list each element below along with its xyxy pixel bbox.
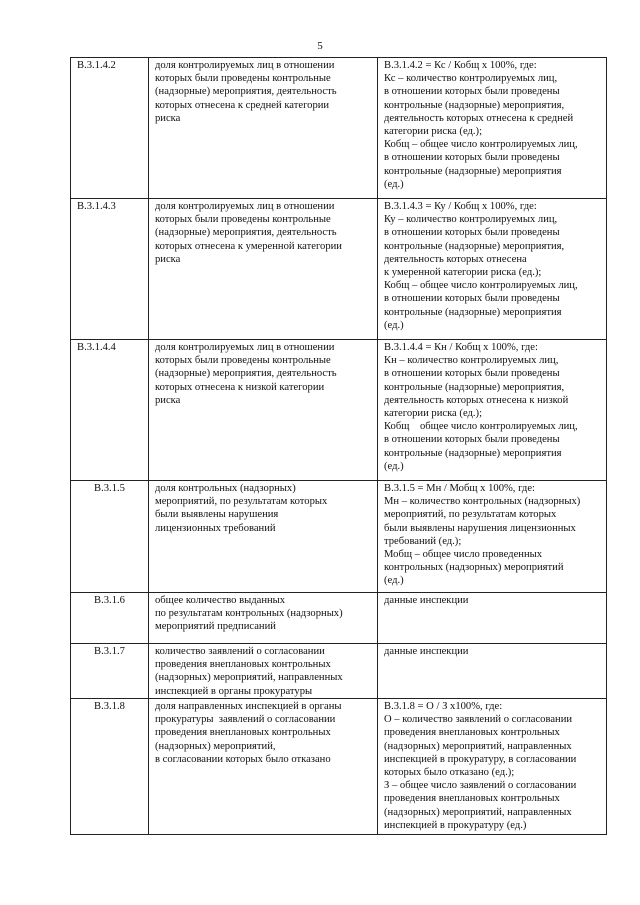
formula-line: в отношении которых были проведены	[384, 293, 560, 305]
description-line: проведения внеплановых контрольных	[155, 727, 331, 739]
description-line: (надзорных) мероприятий,	[155, 740, 276, 752]
formula-line: В.3.1.8 = О / З х100%, где:	[384, 701, 503, 712]
table-row	[71, 593, 607, 644]
indicator-code: В.3.1.7	[71, 644, 149, 699]
formula-line: Мобщ – общее число проведенных	[384, 549, 543, 561]
formula-line: контрольные (надзорные) мероприятия,	[384, 240, 565, 252]
description-line: (надзорные) мероприятия, деятельность	[155, 227, 337, 239]
formula-line: (ед.)	[384, 460, 404, 472]
formula-line: в отношении которых были проведены	[384, 227, 560, 239]
indicator-description	[149, 481, 378, 593]
formula-line: требований (ед.);	[384, 535, 462, 547]
table-row	[71, 58, 607, 199]
formula-line: инспекцией в прокуратуру (ед.)	[384, 819, 527, 831]
description-line: количество заявлений о согласовании	[155, 646, 325, 657]
table-row	[71, 199, 607, 340]
formula-line: мероприятий, по результатам которых	[384, 509, 557, 521]
formula-line: были выявлены нарушения лицензионных	[384, 522, 576, 534]
formula-line: О – количество заявлений о согласовании	[384, 714, 573, 726]
formula-line: В.3.1.4.3 = Ку / Кобщ х 100%, где:	[384, 201, 537, 212]
formula-line: Кн – количество контролируемых лиц,	[384, 355, 559, 367]
indicator-formula	[378, 481, 607, 593]
formula-line: контрольные (надзорные) мероприятия,	[384, 381, 565, 393]
formula-line: контрольных (надзорных) мероприятий	[384, 562, 564, 574]
formula-line: которых было отказано (ед.);	[384, 767, 515, 779]
formula-line: к умеренной категории риска (ед.);	[384, 267, 542, 279]
formula-line: проведения внеплановых контрольных	[384, 793, 560, 805]
formula-line: В.3.1.5 = Мн / Мобщ х 100%, где:	[384, 483, 535, 494]
description-line: доля контролируемых лиц в отношении	[155, 60, 335, 71]
description-line: инспекцией в органы прокуратуры	[155, 685, 313, 697]
formula-line: деятельность которых отнесена	[384, 253, 527, 265]
indicator-code: В.3.1.4.4	[71, 340, 149, 481]
description-line: которых были проведены контрольные	[155, 214, 331, 226]
indicator-description	[149, 593, 378, 644]
indicator-formula	[378, 340, 607, 481]
indicator-code: В.3.1.6	[71, 593, 149, 644]
formula-line: (ед.)	[384, 319, 404, 331]
indicators-table	[70, 57, 607, 835]
indicator-description	[149, 340, 378, 481]
description-line: доля контрольных (надзорных)	[155, 483, 296, 494]
formula-line: В.3.1.4.2 = Кс / Кобщ х 100%, где:	[384, 60, 537, 71]
indicator-formula	[378, 199, 607, 340]
indicator-code: В.3.1.8	[71, 699, 149, 835]
table-row	[71, 340, 607, 481]
description-line: доля направленных инспекцией в органы	[155, 701, 342, 712]
indicator-description	[149, 644, 378, 699]
table-row	[71, 481, 607, 593]
description-line: которых были проведены контрольные	[155, 73, 331, 85]
description-line: риска	[155, 394, 181, 406]
formula-line: Кобщ – общее число контролируемых лиц,	[384, 139, 578, 151]
description-line: мероприятий, по результатам которых	[155, 496, 328, 508]
indicator-formula	[378, 699, 607, 835]
description-line: доля контролируемых лиц в отношении	[155, 201, 335, 212]
formula-line: контрольные (надзорные) мероприятия	[384, 447, 562, 459]
formula-line: категории риска (ед.);	[384, 408, 483, 420]
formula-line: данные инспекции	[384, 595, 469, 606]
table-row	[71, 644, 607, 699]
indicator-code: В.3.1.4.2	[71, 58, 149, 199]
description-line: (надзорные) мероприятия, деятельность	[155, 86, 337, 98]
formula-line: контрольные (надзорные) мероприятия	[384, 306, 562, 318]
description-line: которых отнесена к средней категории	[155, 99, 330, 111]
indicator-formula	[378, 644, 607, 699]
formula-line: в отношении которых были проведены	[384, 368, 560, 380]
formula-line: В.3.1.4.4 = Кн / Кобщ х 100%, где:	[384, 342, 538, 353]
indicator-code: В.3.1.4.3	[71, 199, 149, 340]
description-line: мероприятий предписаний	[155, 621, 276, 633]
description-line: риска	[155, 253, 181, 265]
description-line: риска	[155, 112, 181, 124]
formula-line: категории риска (ед.);	[384, 126, 483, 138]
indicator-description	[149, 699, 378, 835]
formula-line: Кобщ – общее число контролируемых лиц,	[384, 280, 578, 292]
formula-line: З – общее число заявлений о согласовании	[384, 780, 577, 792]
description-line: в согласовании которых было отказано	[155, 753, 331, 765]
formula-line: Кобщ общее число контролируемых лиц,	[384, 421, 578, 433]
formula-line: Ку – количество контролируемых лиц,	[384, 214, 558, 226]
formula-line: в отношении которых были проведены	[384, 434, 560, 446]
formula-line: контрольные (надзорные) мероприятия	[384, 165, 562, 177]
page-number: 5	[317, 40, 323, 52]
formula-line: (надзорных) мероприятий, направленных	[384, 740, 572, 752]
indicator-code: В.3.1.5	[71, 481, 149, 593]
table-row	[71, 699, 607, 835]
description-line: были выявлены нарушения	[155, 509, 279, 521]
formula-line: в отношении которых были проведены	[384, 152, 560, 164]
indicator-description	[149, 199, 378, 340]
description-line: общее количество выданных	[155, 595, 286, 606]
formula-line: (ед.)	[384, 178, 404, 190]
indicator-description	[149, 58, 378, 199]
formula-line: (надзорных) мероприятий, направленных	[384, 806, 572, 818]
formula-line: данные инспекции	[384, 646, 469, 657]
description-line: (надзорных) мероприятий, направленных	[155, 672, 343, 684]
description-line: которых отнесена к умеренной категории	[155, 240, 342, 252]
description-line: проведения внеплановых контрольных	[155, 659, 331, 671]
description-line: которых были проведены контрольные	[155, 355, 331, 367]
formula-line: инспекцией в прокуратуру, в согласовании	[384, 753, 577, 765]
formula-line: деятельность которых отнесена к средней	[384, 112, 574, 124]
indicator-formula	[378, 593, 607, 644]
formula-line: Кс – количество контролируемых лиц,	[384, 73, 558, 85]
description-line: доля контролируемых лиц в отношении	[155, 342, 335, 353]
formula-line: (ед.)	[384, 575, 404, 587]
formula-line: Мн – количество контрольных (надзорных)	[384, 496, 581, 508]
description-line: прокуратуры заявлений о согласовании	[155, 714, 336, 726]
formula-line: контрольные (надзорные) мероприятия,	[384, 99, 565, 111]
description-line: (надзорные) мероприятия, деятельность	[155, 368, 337, 380]
description-line: по результатам контрольных (надзорных)	[155, 608, 343, 620]
indicator-formula	[378, 58, 607, 199]
description-line: которых отнесена к низкой категории	[155, 381, 325, 393]
formula-line: проведения внеплановых контрольных	[384, 727, 560, 739]
description-line: лицензионных требований	[155, 522, 276, 534]
formula-line: в отношении которых были проведены	[384, 86, 560, 98]
formula-line: деятельность которых отнесена к низкой	[384, 394, 569, 406]
